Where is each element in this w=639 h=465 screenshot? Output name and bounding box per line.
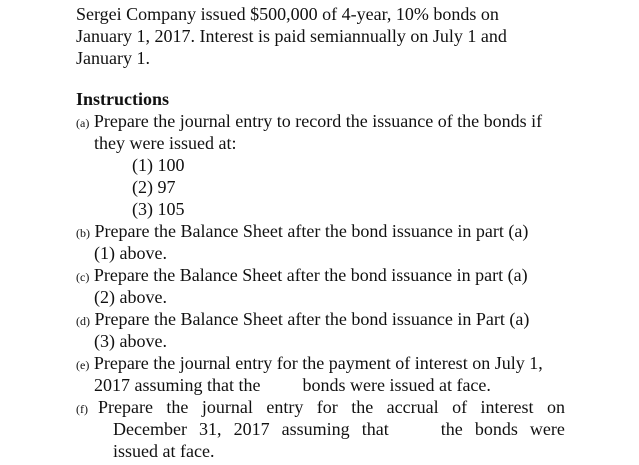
item-b-line-1 — [76, 220, 528, 244]
intro-line-2: January 1, 2017. Interest is paid semiannually on July 1 and — [76, 26, 507, 46]
item-b-marker: (b) — [76, 226, 90, 240]
item-f-line-1-word-4: for — [316, 397, 338, 417]
item-f-line-2-word-0: December — [113, 419, 187, 439]
item-a-line-1 — [76, 110, 542, 134]
item-f-line-1-word-2: journal — [201, 397, 253, 417]
item-f-line-2-word-4: that — [361, 419, 389, 439]
item-c-line-1 — [76, 264, 528, 288]
item-f-line-2-word-1: 31, — [199, 419, 222, 439]
item-a-marker: (a) — [76, 116, 90, 130]
item-f-line-2-word-2: 2017 — [233, 419, 270, 439]
item-f-line-3: issued at face. — [113, 441, 215, 461]
item-f-marker: (f) — [76, 402, 88, 416]
item-e-text-1: Prepare the journal entry for the payment of interest on July 1, — [89, 353, 543, 373]
intro-line-1: Sergei Company issued $500,000 of 4-year, 10% bonds on — [76, 4, 499, 24]
intro-line-3: January 1. — [76, 48, 150, 68]
item-f-line-1 — [76, 396, 565, 420]
item-e-line-1 — [76, 352, 543, 376]
instructions-heading: Instructions — [76, 89, 170, 109]
item-c-marker: (c) — [76, 270, 90, 284]
item-f-text-1 — [98, 396, 565, 418]
item-c-text-1: Prepare the Balance Sheet after the bond issuance in part (a) — [89, 265, 528, 285]
item-e-text-2a: 2017 assuming that the — [94, 375, 261, 395]
item-d-line-1 — [76, 308, 529, 332]
item-f-line-1-word-5: the — [351, 397, 374, 417]
item-f-text-2 — [113, 418, 565, 440]
item-c-line-2: (2) above. — [94, 287, 167, 307]
item-a-option-3: (3) 105 — [132, 199, 185, 219]
item-a-option-1: (1) 100 — [132, 155, 185, 175]
item-e-line-2 — [94, 374, 491, 396]
item-f-line-1-word-0: Prepare — [98, 397, 153, 417]
item-d-line-2: (3) above. — [94, 331, 167, 351]
item-f-line-2 — [113, 418, 565, 440]
item-f-line-1-word-1: the — [166, 397, 189, 417]
item-d-marker: (d) — [76, 314, 90, 328]
item-b-line-2: (1) above. — [94, 243, 167, 263]
item-f-line-2-word-3: assuming — [281, 419, 350, 439]
item-e-text-2b: bonds were issued at face. — [302, 375, 491, 395]
item-e-marker: (e) — [76, 358, 90, 372]
item-a-text-1: Prepare the journal entry to record the issuance of the bonds if — [89, 111, 543, 131]
item-f-line-1-word-6: accrual — [386, 397, 439, 417]
item-f-line-2-word-6: bonds — [474, 419, 518, 439]
item-d-text-1: Prepare the Balance Sheet after the bond issuance in Part (a) — [90, 309, 530, 329]
item-b-text-1: Prepare the Balance Sheet after the bond issuance in part (a) — [90, 221, 529, 241]
item-f-line-1-word-8: interest — [480, 397, 534, 417]
item-a-option-2: (2) 97 — [132, 177, 176, 197]
item-f-line-1-word-9: on — [546, 397, 565, 417]
item-f-line-1-word-7: of — [452, 397, 468, 417]
item-f-line-1-word-3: entry — [266, 397, 304, 417]
item-a-line-2: they were issued at: — [94, 133, 237, 153]
item-f-line-2-word-5: the — [440, 419, 463, 439]
item-f-line-2-word-7: were — [529, 419, 565, 439]
